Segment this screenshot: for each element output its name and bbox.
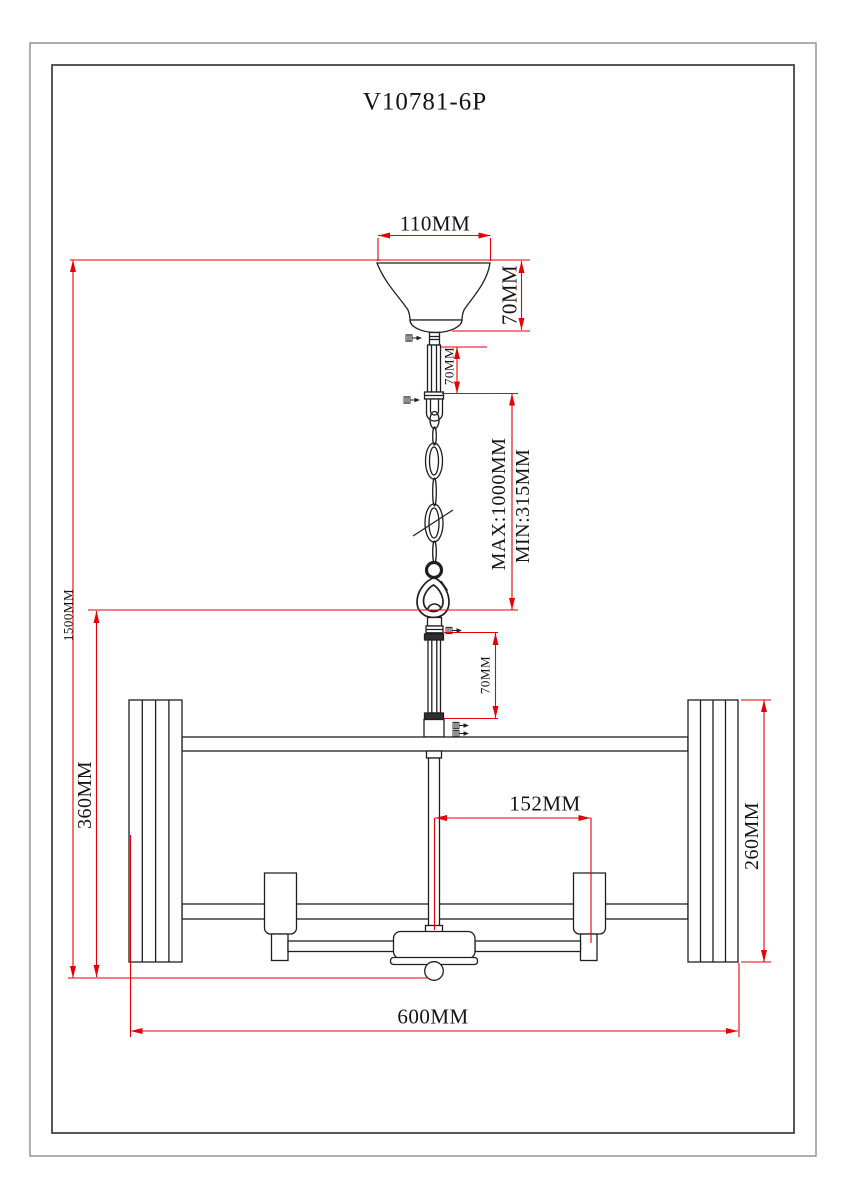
label-canopy-height: 70MM (497, 264, 522, 326)
chain-break-mark (413, 510, 453, 536)
left-shade (129, 700, 182, 962)
label-suspension-min: MIN:315MM (512, 448, 534, 564)
screw-icon (453, 730, 469, 736)
lower-pipe (424, 618, 444, 738)
label-overall-width: 600MM (397, 1004, 469, 1029)
right-arm (475, 941, 581, 952)
hook (417, 563, 449, 618)
label-suspension-max: MAX:1000MM (488, 437, 510, 571)
ceiling-canopy (377, 263, 490, 345)
label-shade-height: 260MM (741, 801, 763, 871)
model-title: V10781-6P (362, 88, 488, 116)
label-lower-pipe: 70MM (477, 655, 493, 695)
screw-icon (453, 722, 469, 728)
label-socket-offset: 152MM (509, 791, 581, 816)
chain (413, 412, 453, 564)
label-fixture-height: 360MM (74, 760, 96, 830)
left-arm (288, 941, 394, 952)
right-shade (688, 700, 738, 962)
screw-icon (406, 335, 422, 341)
ball-finial (425, 962, 444, 981)
frame-top-bar (182, 737, 688, 751)
label-overall-height: 1500MM (60, 588, 76, 642)
chain-bracket (427, 399, 443, 421)
label-upper-pipe: 70MM (441, 346, 457, 386)
screw-icon (404, 397, 420, 403)
label-canopy-width: 110MM (399, 211, 471, 236)
center-body (391, 932, 478, 981)
